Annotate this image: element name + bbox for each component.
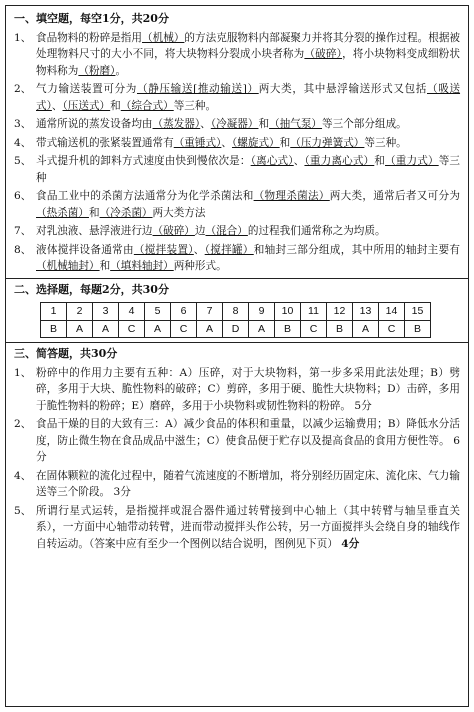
answer-body: 在固体颗粒的流化过程中，随着气流速度的不断增加，将分别经历固定床、流化床、气力输送等三个阶段。 [36, 469, 460, 498]
divider [6, 278, 468, 279]
answer-cell: C [171, 320, 197, 338]
answer-blank: （吸送式） [36, 83, 461, 112]
short-answer-item [14, 468, 460, 501]
score-label: 5分 [354, 399, 372, 412]
question-segment: 两大类方法 [152, 206, 206, 219]
question-item [14, 135, 460, 152]
question-text [36, 153, 460, 186]
answer-blank: （压力弹簧式） [290, 136, 365, 149]
question-item [14, 223, 460, 240]
question-text [36, 30, 460, 80]
question-segment: 边 [194, 225, 206, 237]
short-answer-item [14, 503, 460, 553]
answer-blank: （混合） [205, 225, 248, 237]
answer-blank: （物理杀菌法） [253, 190, 330, 202]
question-segment: 对乳浊液、悬浮液进行边 [36, 225, 153, 237]
answer-blank: （综合式） [120, 99, 174, 112]
question-segment: 、 [293, 155, 305, 167]
answer-body: 所谓行星式运转，是指搅拌或混合器件通过转臂接到中心轴上（其中转臂与轴呈垂直关系），一方面中心轴带动转臂，进而带动搅拌头作公转，另一方面搅拌头会绕自身的轴线作自转运动。（答案中应有至少一个图例以结合说明，图例见下页） [36, 504, 460, 550]
question-segment: 等三种。 [364, 136, 407, 149]
question-text [36, 188, 460, 221]
question-segment: 等三种 [36, 155, 461, 184]
answer-blank: （填料轴封） [110, 260, 174, 272]
question-segment: 和 [279, 136, 291, 149]
question-item [14, 116, 460, 133]
short-answer-list [14, 365, 460, 553]
answer-text [36, 503, 460, 553]
answer-blank: （重力离心式） [304, 155, 375, 167]
answer-blank: （螺旋式） [231, 136, 280, 149]
answer-cell: A [93, 320, 119, 338]
answer-cell: A [197, 320, 223, 338]
answer-sheet [5, 5, 469, 707]
question-number-cell: 8 [223, 303, 249, 321]
answer-blank: （重力式） [385, 155, 439, 167]
question-number: 5、 [14, 504, 32, 517]
question-text [36, 135, 460, 152]
question-number-cell: 3 [93, 303, 119, 321]
answer-blank: （离心式） [250, 155, 294, 167]
question-segment: 等三种。 [173, 99, 217, 112]
answer-body: 粉碎中的作用力主要有五种：A）压碎，对于大块物料，第一步多采用此法处理；B）劈碎，多用于大块、脆性物料的破碎；C）剪碎，多用于硬、脆性大块物料；D）击碎，多用于脆性物料的粉碎；E）磨碎，多用于小块物料或韧性物料的粉碎。 [36, 366, 460, 412]
section-1-title: 一、填空题，每空1分，共20分 [14, 12, 169, 25]
question-segment: 两大类，其中悬浮输送形式又包括 [258, 83, 427, 95]
answer-blank: （冷杀菌） [99, 206, 153, 219]
question-number-row [41, 303, 431, 321]
question-number: 1、 [14, 31, 32, 44]
answer-cell: A [353, 320, 379, 338]
question-number: 4、 [14, 136, 32, 149]
answer-cell: B [327, 320, 353, 338]
answer-blank: （重锤式） [173, 136, 222, 149]
answer-blank: （抽气泵） [269, 118, 323, 130]
question-number: 1、 [14, 366, 32, 379]
answer-cell: C [301, 320, 327, 338]
question-number: 7、 [14, 225, 32, 237]
answer-cell: C [379, 320, 405, 338]
question-number: 8、 [14, 243, 32, 256]
question-number-cell: 4 [119, 303, 145, 321]
question-text [36, 223, 460, 240]
question-number-cell: 1 [41, 303, 67, 321]
question-number-cell: 15 [405, 303, 431, 321]
short-answer-item [14, 365, 460, 415]
question-text [36, 81, 460, 114]
score-label: 4分 [341, 537, 360, 550]
divider [6, 342, 468, 343]
question-segment: 和 [258, 118, 270, 130]
answer-blank: （机械） [142, 31, 185, 44]
question-segment: 和 [88, 206, 100, 219]
question-number-cell: 7 [197, 303, 223, 321]
question-segment: 、 [200, 118, 211, 130]
question-segment: 、 [221, 136, 232, 149]
answer-blank: （破碎） [152, 225, 195, 237]
question-number-cell: 12 [327, 303, 353, 321]
answer-cell: B [405, 320, 431, 338]
question-segment: 两种形式。 [173, 260, 227, 272]
question-number: 2、 [14, 83, 32, 95]
section-2-title: 二、选择题，每题2分，共30分 [14, 282, 169, 296]
question-segment: 带式输送机的张紧装置通常有 [36, 136, 174, 149]
question-number-cell: 11 [301, 303, 327, 321]
question-number: 5、 [14, 155, 32, 167]
question-number: 2、 [14, 418, 32, 430]
question-text [36, 116, 460, 133]
answer-cell: A [249, 320, 275, 338]
answer-blank: （冷凝器） [210, 118, 259, 130]
question-number: 3、 [14, 118, 32, 130]
answer-blank: （机械轴封） [36, 260, 100, 272]
answer-cell: B [41, 320, 67, 338]
question-segment: 通常所说的蒸发设备均由 [36, 118, 153, 130]
answer-table [40, 302, 431, 338]
question-segment: 等三个部分组成。 [322, 118, 407, 130]
question-number-cell: 13 [353, 303, 379, 321]
answer-cell: A [67, 320, 93, 338]
question-segment: 的方法克服物料内部凝聚力并将其分裂的操作过程。根据被处理物料尺寸的大小不同，将大块物料分裂成小块者称为 [36, 31, 461, 60]
score-label: 6分 [36, 434, 460, 463]
section-3-title: 三、简答题，共30分 [14, 347, 118, 360]
answer-text [36, 365, 460, 415]
answer-cell: A [145, 320, 171, 338]
answer-body: 食品干燥的目的大致有三：A）减少食品的体积和重量，以减少运输费用；B）降低水分活度，防止微生物在食品成品中滋生；C）使食品便于贮存以及提高食品的食用方便性等。 [36, 418, 460, 447]
question-number: 4、 [14, 469, 32, 482]
answer-cell: D [223, 320, 249, 338]
question-item [14, 30, 460, 80]
question-number: 6、 [14, 190, 32, 202]
question-segment: 、 [51, 99, 63, 112]
question-item [14, 188, 460, 221]
question-item [14, 81, 460, 114]
question-segment: 的过程我们通常称之为均质。 [247, 225, 386, 237]
question-number-cell: 14 [379, 303, 405, 321]
question-number-cell: 10 [275, 303, 301, 321]
question-segment: 和 [374, 155, 386, 167]
question-segment: 液体搅拌设备通常由 [36, 243, 134, 256]
answer-blank: （粉磨） [78, 64, 116, 77]
question-number-cell: 5 [145, 303, 171, 321]
answer-blank: （搅拌罐） [204, 243, 254, 256]
answer-blank: （蒸发器） [152, 118, 201, 130]
question-segment: 食品工业中的杀菌方法通常分为化学杀菌法和 [36, 190, 254, 202]
question-segment: 和轴封三部分组成，其中所用的轴封主要有 [253, 243, 461, 256]
question-segment: 两大类，通常后者又可分为 [329, 190, 461, 202]
question-segment: 食品物料的粉碎是指用 [36, 31, 143, 44]
answer-row [41, 320, 431, 338]
score-label: 3分 [113, 486, 131, 498]
question-segment: 和 [110, 99, 121, 112]
question-segment: 斗式提升机的卸料方式速度由快到慢依次是： [36, 155, 251, 167]
question-item [14, 153, 460, 186]
question-segment: 。 [115, 64, 127, 77]
question-segment: 气力输送装置可分为 [36, 83, 137, 95]
answer-cell: B [275, 320, 301, 338]
answer-cell: C [119, 320, 145, 338]
question-item [14, 242, 460, 275]
answer-text [36, 468, 460, 501]
answer-blank: （压送式） [62, 99, 111, 112]
question-number-cell: 2 [67, 303, 93, 321]
question-number-cell: 6 [171, 303, 197, 321]
question-segment: ，将小块物料变成细粉状物料称为 [36, 48, 461, 77]
answer-blank: （静压输送[推动输送]） [136, 83, 259, 95]
question-segment: 、 [193, 243, 205, 256]
answer-blank: （破碎） [304, 48, 343, 60]
question-segment: 和 [99, 260, 111, 272]
short-answer-item [14, 416, 460, 466]
answer-blank: （热杀菌） [36, 206, 89, 219]
answer-text [36, 416, 460, 466]
answer-blank: （搅拌装置） [133, 243, 194, 256]
fill-in-blank-list [14, 30, 460, 275]
question-number-cell: 9 [249, 303, 275, 321]
question-text [36, 242, 460, 275]
